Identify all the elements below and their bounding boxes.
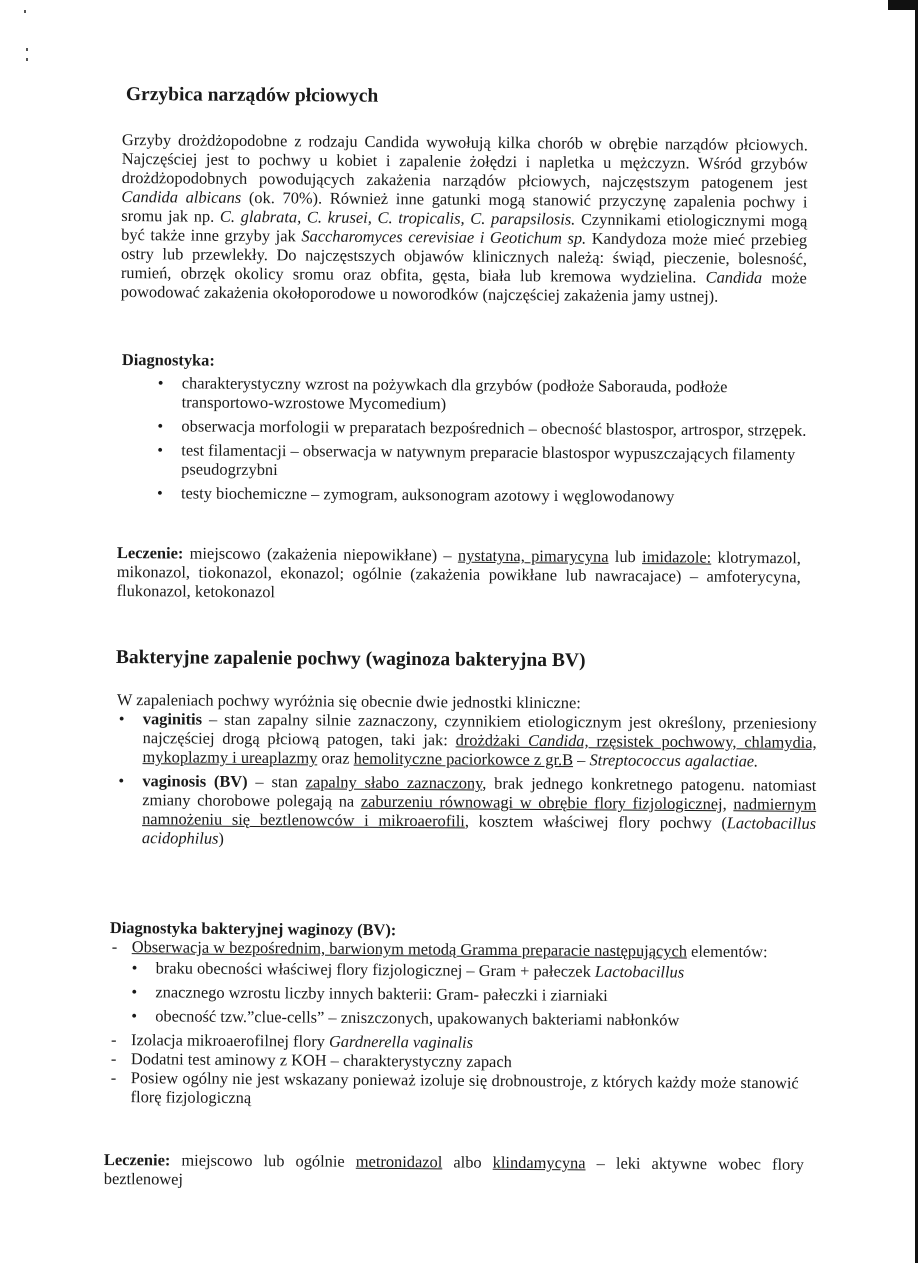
text-run: metronidazol — [355, 1151, 443, 1172]
text-run: Czynnikami etiologicznymi mogą być także inne grzyby jak — [121, 209, 808, 246]
diagnostics-list — [155, 373, 808, 507]
dash-item: - Dodatni test aminowy z KOH – charakterystyczny zapach — [110, 1049, 512, 1072]
text-run: może powodować zakażenia okołoporodowe u noworodków (najczęściej zakażenia jamy ustnej). — [120, 268, 807, 306]
list-item-vaginosis — [116, 771, 817, 852]
dash-item: - Posiew ogólny nie jest wskazany ponieważ izoluje się drobnoustroje, z których każdy może stanowić florę fizjologiczną — [110, 1068, 799, 1108]
text-run: braku obecności właściwej flory fizjologicznej – Gram + pałeczek — [155, 958, 595, 981]
treatment-text — [104, 1150, 804, 1188]
text-run: oraz — [317, 748, 354, 768]
text-run: vaginitis — [142, 709, 203, 729]
text-run: Candida — [705, 267, 763, 288]
text-run: lub — [608, 546, 643, 567]
section-title-bv: Bakteryjne zapalenie pochwy (waginoza bakteryjna BV) — [115, 647, 586, 672]
text-run: miejscowo (zakażenia niepowikłane) – — [183, 543, 459, 565]
list-item — [130, 958, 800, 982]
text-run: Gardnerella vaginalis — [328, 1031, 474, 1053]
list-item — [129, 1006, 799, 1030]
text-run: klindamycyna — [492, 1152, 586, 1173]
text-run: vaginosis — [142, 771, 207, 791]
list-item: • testy biochemiczne – zymogram, auksonogram azotowy i węglowodanowy — [155, 483, 807, 507]
text-run: nadmiernym namnożeniu się beztlenowców i mikroaerofili — [142, 794, 817, 831]
bv-treatment — [104, 1150, 804, 1193]
scan-speck — [26, 48, 28, 51]
list-item-vaginitis — [116, 709, 816, 771]
text-run: Izolacja mikroaerofilnej flory — [130, 1030, 330, 1051]
text-run: Lactobacillus acidophilus — [141, 813, 817, 848]
text-run: drożdżaki — [455, 730, 529, 750]
scan-speck — [24, 10, 26, 13]
treatment-text — [117, 544, 801, 602]
text-run: C. glabrata, C. krusei, C. tropicalis, C. parapsilosis. — [219, 206, 576, 229]
list-item: • charakterystyczny wzrost na pożywkach dla grzybów (podłoże Saborauda, podłoże transportowo-wzrostowe Mycomedium) — [156, 373, 808, 416]
dash-item: - Obserwacja w bezpośrednim, barwionym metodą Gramma preparacie następujących elementów: — [111, 937, 768, 962]
candidiasis-treatment — [117, 543, 801, 605]
text-run: – stan — [247, 772, 306, 792]
text-run: zapalny słabo zaznaczony — [305, 772, 483, 793]
list-item: • test filamentacji – obserwacja w natywnym preparacie blastospor wypuszczających filamenty pseudogrzybni — [155, 440, 807, 483]
text-run: zaburzeniu równowagi w obrębie flory fizjologicznej — [360, 791, 723, 814]
text-run: Saccharomyces cerevisiae i Geotichum sp. — [301, 226, 587, 248]
scan-border-corner — [888, 0, 918, 10]
text-run: – — [573, 750, 590, 770]
text-run: , kosztem właściwej flory pochwy ( — [464, 811, 727, 833]
treatment-heading: Leczenie: — [103, 1150, 171, 1170]
text-run: , brak jednego konkretnego patogenu. natomiast zmiany chorobowe polegają na — [142, 773, 817, 811]
text-run: Lactobacillus — [594, 961, 685, 982]
scan-speck — [26, 58, 28, 61]
text-run: – leki aktywne wobec flory beztlenowej — [103, 1153, 804, 1189]
text-run: imidazole: — [642, 547, 712, 567]
text-run: elementów: — [686, 941, 768, 962]
text-run: Candida, — [527, 730, 589, 751]
text-run: Streptococcus agalactiae. — [589, 750, 759, 771]
text-run: klotrymazol, mikonazol, tiokonazol, ekonazol; ogólnie (zakażenia powikłane lub nawracajace) – amfoterycyna, flukonazol, ketokonazol — [116, 547, 801, 602]
text-run: Posiew ogólny nie jest wskazany ponieważ izoluje się drobnoustroje, z których każdy może stanowić florę fizjologiczną — [130, 1068, 799, 1108]
bv-list — [116, 709, 817, 852]
text-run: , — [722, 794, 734, 814]
text-run: hemolityczne paciorkowce z gr.B — [353, 748, 574, 770]
gram-findings-list — [129, 958, 800, 1030]
candidiasis-diagnostics — [121, 350, 808, 512]
text-run: rzęsistek pochwowy, chlamydia, mykoplazmy i ureaplazmy — [142, 731, 817, 768]
section-title-candidiasis: Grzybica narządów płciowych — [125, 84, 379, 107]
bv-diagnostics-heading: Diagnostyka bakteryjnej waginozy (BV): — [109, 918, 397, 940]
text-run: Candida albicans — [121, 187, 242, 208]
text-run: (BV) — [206, 771, 248, 792]
list-item: • obserwacja morfologii w preparatach bezpośrednich – obecność blastospor, artrospor, strzępek. — [155, 416, 807, 440]
list-item — [129, 982, 799, 1006]
dash-item: - Izolacja mikroaerofilnej flory Gardnerella vaginalis — [110, 1030, 474, 1053]
text-run: Dodatni test aminowy z KOH – charakterystyczny zapach — [130, 1049, 512, 1072]
text-run: (ok. 70%). Również inne gatunki mogą stanowić przyczynę zapalenia pochwy i sromu jak np. — [121, 188, 808, 226]
text-run: obecność tzw.”clue-cells” – zniszczonych, upakowanych bakteriami nabłonków — [155, 1006, 680, 1030]
bv-intro: W zapaleniach pochwy wyróżnia się obecnie dwie jednostki kliniczne: — [116, 690, 581, 713]
text-run: nystatyna, pimarycyna — [457, 545, 609, 566]
text-run: – stan zapalny silnie zaznaczony, czynnikiem etiologicznym jest określony, przeniesiony najczęściej drogą płciową patogen, taki jak: — [142, 709, 817, 750]
text-run: Grzyby drożdżopodobne z rodzaju Candida wywołują kilka chorób w obrębie narządów płciowych. Najczęściej jest to pochwy u kobiet i zapalenie żołędzi i napletka u mężczyzn. Wśród grzybów drożdżopodobnych powodujących zakażenia narządów płciowych, najczęstszym patogenem jest — [121, 130, 808, 193]
bv-diagnostics — [109, 918, 800, 1112]
text-run: Kandydoza może mieć przebieg ostry lub przewlekły. Do najczęstszych objawów klinicznych należą: świąd, pieczenie, bolesność, rumień, obrzęk okolicy sromu oraz obfita, gęsta, biała lub kremowa wydzielina. — [120, 228, 808, 287]
dash-item-text — [132, 937, 768, 961]
text-run: znacznego wzrostu liczby innych bakterii: Gram- pałeczki i ziarniaki — [155, 982, 608, 1006]
treatment-heading: Leczenie: — [116, 543, 184, 563]
bv-section — [116, 690, 817, 857]
text-run: miejscowo lub ogólnie — [170, 1150, 356, 1171]
candidiasis-paragraph — [121, 130, 808, 307]
dash-item-text — [131, 1068, 799, 1107]
diagnostics-heading: Diagnostyka: — [121, 350, 215, 370]
dash-item-text — [131, 1030, 473, 1052]
text-run: ) — [218, 828, 225, 848]
text-run: albo — [442, 1152, 493, 1172]
text-run: Obserwacja w bezpośrednim, barwionym metodą Gramma preparacie następujących — [131, 937, 688, 961]
